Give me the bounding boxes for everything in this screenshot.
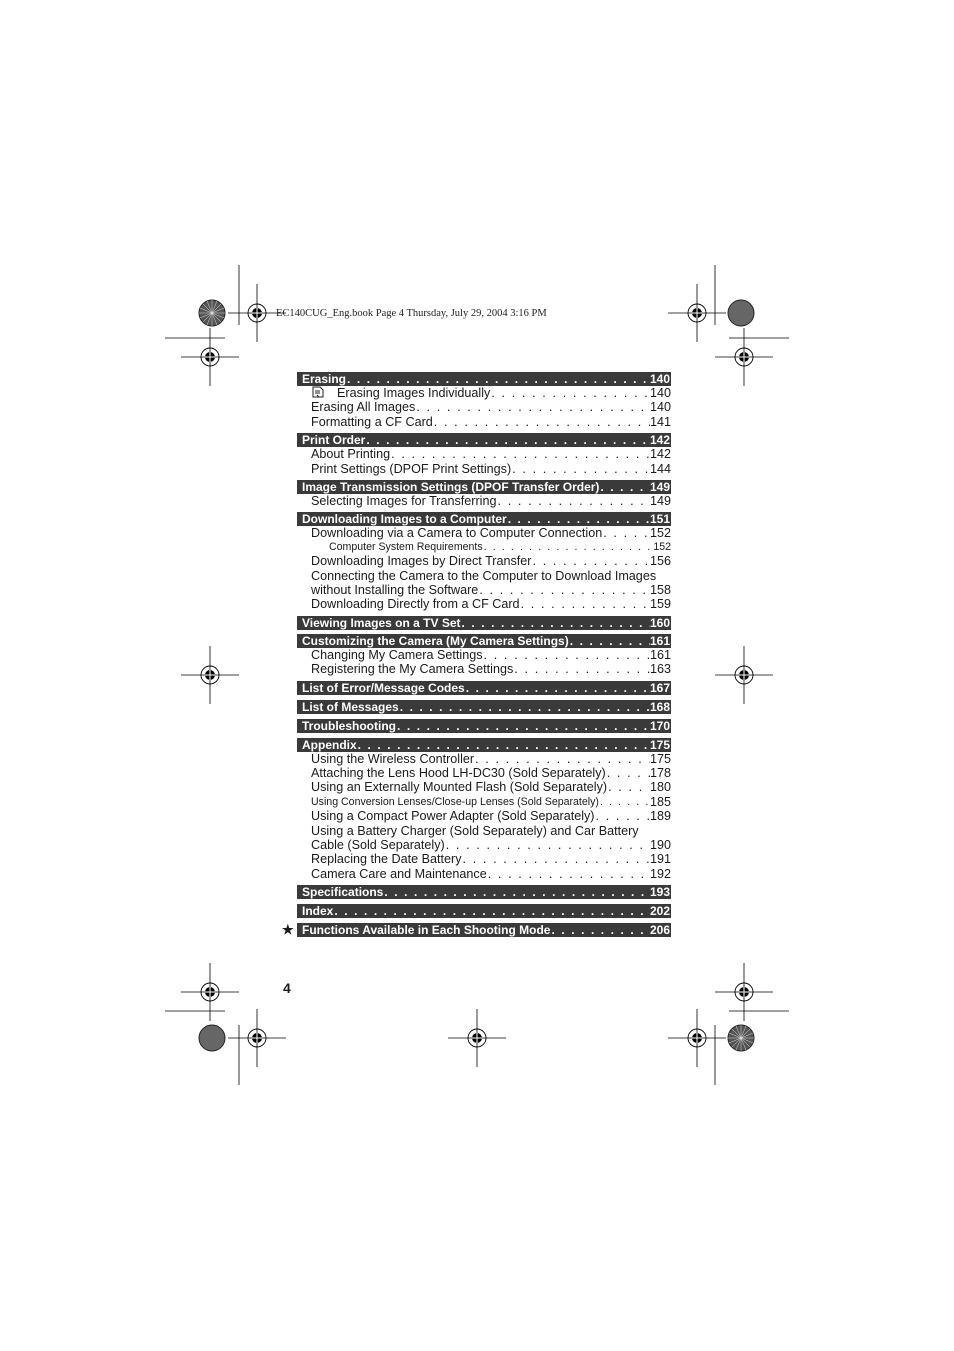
toc-section-erasing[interactable]: Erasing . . . 140 [297,372,671,386]
toc-item[interactable]: Using Conversion Lenses/Close-up Lenses (Sold Separately) . . . 185 [297,795,671,809]
toc-subitem[interactable]: Computer System Requirements . . . 152 [297,541,671,555]
toc-section-image-transmission[interactable]: Image Transmission Settings (DPOF Transfer Order) . . . 149 [297,480,671,494]
toc-item[interactable]: Downloading Images by Direct Transfer . . . 156 [297,554,671,568]
toc-item[interactable]: Registering the My Camera Settings . . . 163 [297,662,671,676]
toc-item[interactable]: Using a Compact Power Adapter (Sold Separately) . . . 189 [297,809,671,823]
toc-item[interactable]: Using the Wireless Controller . . . 175 [297,752,671,766]
toc-item[interactable]: Changing My Camera Settings . . . 161 [297,648,671,662]
toc-item[interactable]: Camera Care and Maintenance . . . 192 [297,867,671,881]
toc-item[interactable]: Attaching the Lens Hood LH-DC30 (Sold Separately) . . . 178 [297,766,671,780]
toc-item-line2[interactable]: Cable (Sold Separately) . . . 190 [297,838,671,852]
toc-section-print-order[interactable]: Print Order . . . 142 [297,433,671,447]
toc-section-index[interactable]: Index . . . 202 [297,904,671,918]
toc-section-functions[interactable]: ★ Functions Available in Each Shooting Mode . . . 206 [297,923,671,937]
page-number: 4 [283,980,291,996]
toc-item-line1[interactable]: Connecting the Camera to the Computer to Download Images [311,568,657,583]
print-slug-header: EC140CUG_Eng.book Page 4 Thursday, July 29, 2004 3:16 PM [276,308,547,319]
toc-item[interactable]: Replacing the Date Battery . . . 191 [297,852,671,866]
toc-item[interactable]: Downloading Directly from a CF Card . . . 159 [297,597,671,611]
toc-section-downloading[interactable]: Downloading Images to a Computer . . . 151 [297,512,671,526]
toc-section-messages[interactable]: List of Messages . . . 168 [297,700,671,714]
toc-item[interactable]: Selecting Images for Transferring . . . 149 [297,494,671,508]
toc-section-error-codes[interactable]: List of Error/Message Codes . . . 167 [297,681,671,695]
toc-item[interactable]: Downloading via a Camera to Computer Connection . . . 152 [297,526,671,540]
toc-item[interactable]: Print Settings (DPOF Print Settings) . . . 144 [297,462,671,476]
toc-section-specifications[interactable]: Specifications . . . 193 [297,885,671,899]
toc-section-tv[interactable]: Viewing Images on a TV Set . . . 160 [297,616,671,630]
toc-section-customizing[interactable]: Customizing the Camera (My Camera Settings) . . . 161 [297,634,671,648]
toc-section-appendix[interactable]: Appendix . . . 175 [297,738,671,752]
toc-section-troubleshooting[interactable]: Troubleshooting . . . 170 [297,719,671,733]
toc-item-line1[interactable]: Using a Battery Charger (Sold Separately) and Car Battery [311,823,639,838]
table-of-contents [282,372,671,938]
toc-item[interactable]: Using an Externally Mounted Flash (Sold Separately) . . . 180 [297,780,671,794]
toc-item-line2[interactable]: without Installing the Software . . . 158 [297,583,671,597]
toc-item[interactable]: Erasing Images Individually . . . 140 [297,386,671,400]
protect-key-icon [311,386,337,400]
star-icon: ★ [282,922,294,938]
toc-item[interactable]: Erasing All Images . . . 140 [297,400,671,414]
toc-item[interactable]: Formatting a CF Card . . . 141 [297,415,671,429]
toc-item[interactable]: About Printing . . . 142 [297,447,671,461]
